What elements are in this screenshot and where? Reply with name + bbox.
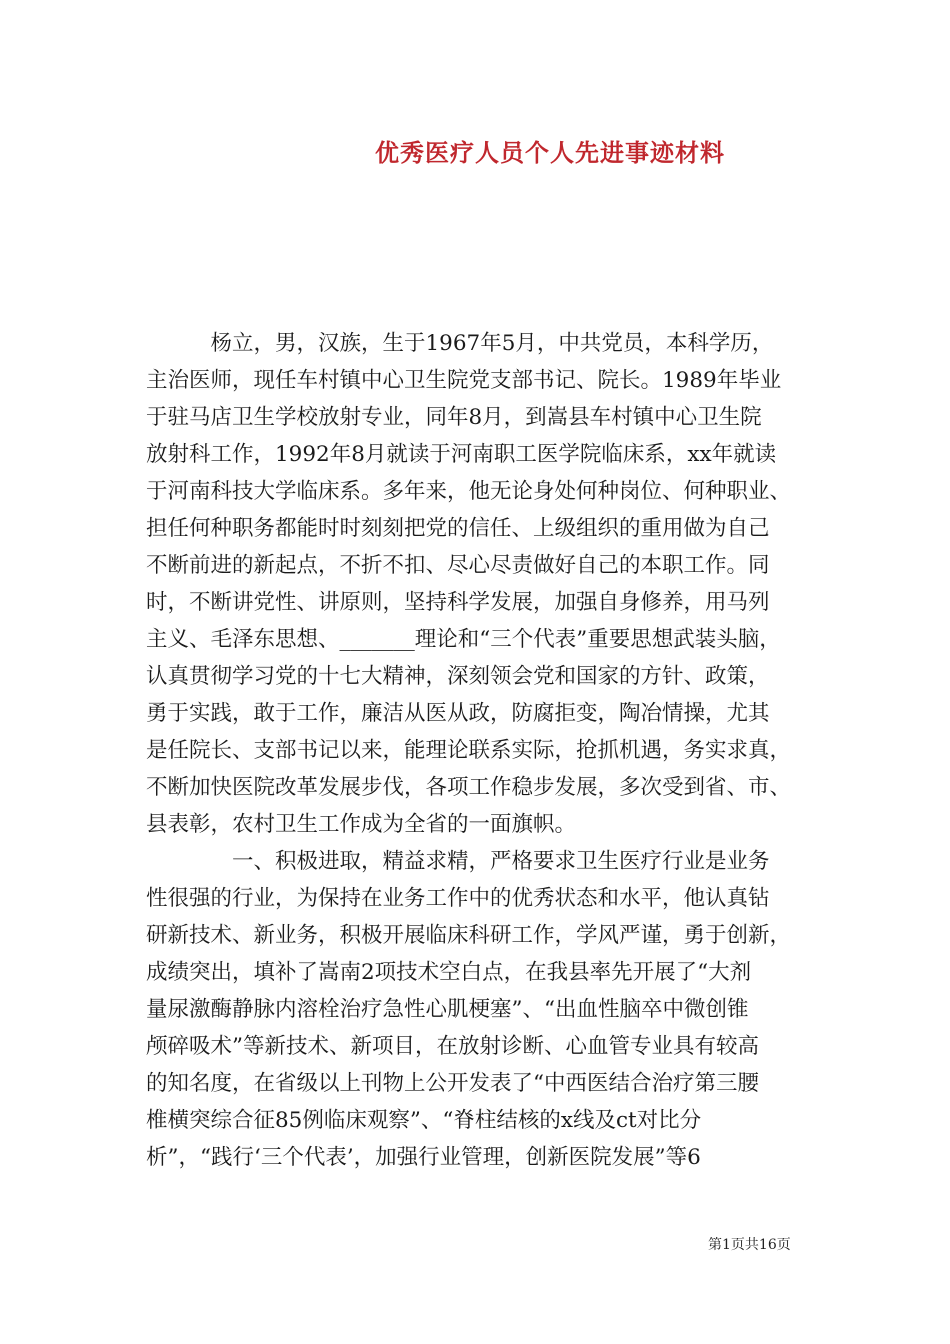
body-line: 不断加快医院改革发展步伐，各项工作稳步发展，多次受到省、市、	[146, 775, 792, 800]
body-line: 量尿激酶静脉内溶栓治疗急性心肌梗塞”、“出血性脑卒中微创锥	[146, 997, 749, 1022]
body-line: 放射科工作，1992年8月就读于河南职工医学院临床系，xx年就读	[146, 442, 777, 467]
body-line: 县表彰，农村卫生工作成为全省的一面旗帜。	[146, 812, 577, 837]
body-line: 性很强的行业，为保持在业务工作中的优秀状态和水平，他认真钻	[146, 886, 770, 911]
body-line: 的知名度，在省级以上刊物上公开发表了“中西医结合治疗第三腰	[146, 1071, 759, 1096]
body-line: 认真贯彻学习党的十七大精神，深刻领会党和国家的方针、政策，	[146, 664, 770, 689]
body-line: 研新技术、新业务，积极开展临床科研工作，学风严谨，勇于创新，	[146, 923, 792, 948]
body-line: 不断前进的新起点，不折不扣、尽心尽责做好自己的本职工作。同	[146, 553, 770, 578]
body-line: 于驻马店卫生学校放射专业，同年8月，到嵩县车村镇中心卫生院	[146, 405, 762, 430]
body-line: 成绩突出，填补了嵩南2项技术空白点，在我县率先开展了“大剂	[146, 960, 752, 985]
body-line: 于河南科技大学临床系。多年来，他无论身处何种岗位、何种职业、	[146, 479, 792, 504]
document-title: 优秀医疗人员个人先进事迹材料	[375, 138, 725, 167]
body-line: 颅碎吸术”等新技术、新项目，在放射诊断、心血管专业具有较高	[146, 1034, 759, 1059]
body-line: 一、积极进取，精益求精，严格要求卫生医疗行业是业务	[146, 849, 770, 874]
body-line: 主义、毛泽东思想、_______理论和“三个代表”重要思想武装头脑，	[146, 627, 781, 652]
body-line: 杨立，男，汉族，生于1967年5月，中共党员，本科学历，	[146, 331, 774, 356]
body-line: 时，不断讲党性、讲原则，坚持科学发展，加强自身修养，用马列	[146, 590, 770, 615]
body-line: 勇于实践，敢于工作，廉洁从医从政，防腐拒变，陶冶情操，尤其	[146, 701, 770, 726]
body-line: 主治医师，现任车村镇中心卫生院党支部书记、院长。1989年毕业	[146, 368, 782, 393]
page-number: 第1页共16页	[708, 1237, 791, 1253]
body-line: 析”，“践行‘三个代表’，加强行业管理，创新医院发展”等6	[146, 1145, 701, 1170]
body-line: 担任何种职务都能时时刻刻把党的信任、上级组织的重用做为自己	[146, 516, 770, 541]
body-line: 椎横突综合征85例临床观察”、“脊柱结核的x线及ct对比分	[146, 1108, 702, 1133]
body-line: 是任院长、支部书记以来，能理论联系实际，抢抓机遇，务实求真，	[146, 738, 792, 763]
